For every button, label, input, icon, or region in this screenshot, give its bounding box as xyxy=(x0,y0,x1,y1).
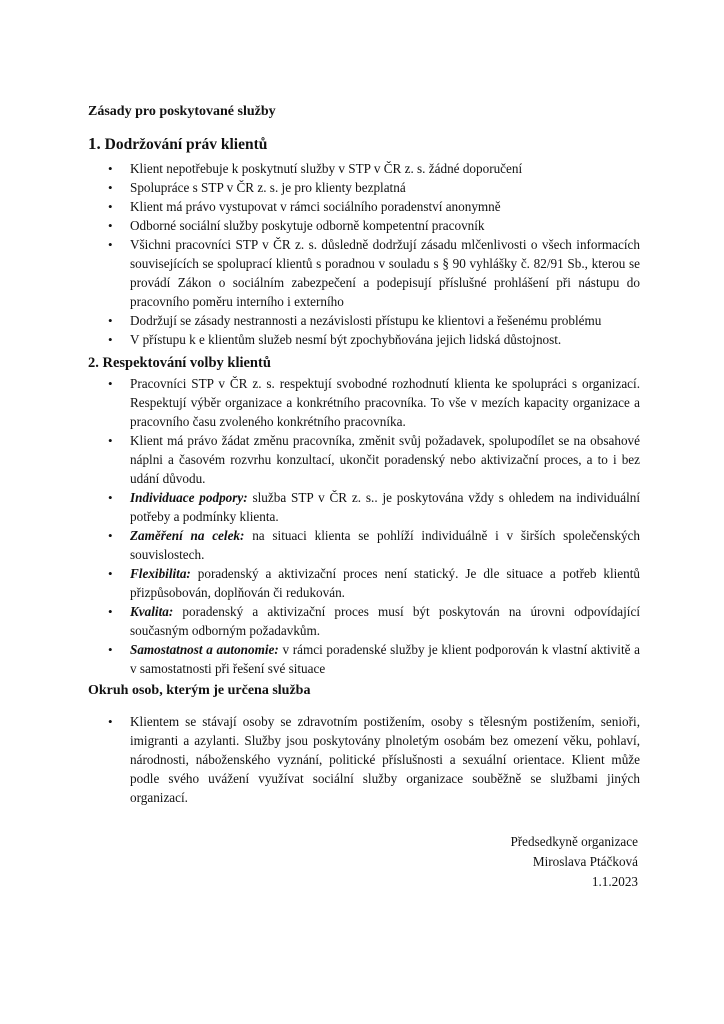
list-item-text: Dodržují se zásady nestrannosti a nezávislosti přístupu ke klientovi a řešenému problému xyxy=(130,313,602,328)
list-item-text: Spolupráce s STP v ČR z. s. je pro klienty bezplatná xyxy=(130,180,406,195)
document-title: Zásady pro poskytované služby xyxy=(88,104,276,119)
bullet-icon: • xyxy=(108,714,113,729)
list-item-text: Klient nepotřebuje k poskytnutí služby v STP v ČR z. s. žádné doporučení xyxy=(130,161,523,176)
section1-list xyxy=(88,159,640,349)
list-item xyxy=(88,197,640,216)
section2-list xyxy=(88,374,640,678)
list-item xyxy=(88,602,640,640)
list-item xyxy=(88,330,640,349)
bullet-icon: • xyxy=(108,199,113,214)
signature-date: 1.1.2023 xyxy=(591,874,638,889)
bullet-icon: • xyxy=(108,237,113,252)
list-item-text: Všichni pracovníci STP v ČR z. s. důsledně dodržují zásadu mlčenlivosti o všech informacích souvisejících se spoluprací klientů s poradnou v souladu s § 90 vyhlášky č. 82/91 Sb., kterou se provádí Zákon o sociálním zabezpečení a podepisují příslušné prohlášení při nástupu do pracovního poměru interního i externího xyxy=(130,237,640,309)
bullet-icon: • xyxy=(108,218,113,233)
list-item xyxy=(88,159,640,178)
list-item xyxy=(88,431,640,488)
list-item-text: na situaci klienta se pohlíží individuálně i v širších společenských souvislostech. xyxy=(130,528,640,562)
bullet-icon: • xyxy=(108,604,113,619)
list-item xyxy=(88,564,640,602)
section3-list xyxy=(88,712,640,807)
list-item xyxy=(88,311,640,330)
list-item xyxy=(88,712,640,807)
list-item xyxy=(88,235,640,311)
bullet-icon: • xyxy=(108,161,113,176)
signature-name: Miroslava Ptáčková xyxy=(532,854,638,869)
bullet-icon: • xyxy=(108,433,113,448)
bullet-icon: • xyxy=(108,528,113,543)
list-item xyxy=(88,374,640,431)
list-item-text: V přístupu k e klientům služeb nesmí být zpochybňována jejich lidská důstojnost. xyxy=(130,332,562,347)
section1-number: 1. xyxy=(88,134,101,153)
list-item-text: Klient má právo žádat změnu pracovníka, změnit svůj požadavek, spolupodílet se na obsahové náplni a časovém rozvrhu konzultací, ukončit poradenský nebo aktivizační proces, a to i bez udání důvodu. xyxy=(130,433,640,486)
list-item-text: poradenský a aktivizační proces není statický. Je dle situace a potřeb klientů přizpůsobován, doplňován či redukován. xyxy=(130,566,640,600)
bullet-icon: • xyxy=(108,566,113,581)
bullet-icon: • xyxy=(108,313,113,328)
list-item xyxy=(88,488,640,526)
section1-heading-text: Dodržování práv klientů xyxy=(104,136,268,153)
section3-heading: Okruh osob, kterým je určena služba xyxy=(88,683,311,698)
list-item-text: Pracovníci STP v ČR z. s. respektují svobodné rozhodnutí klienta ke spolupráci s organizací. Respektují výběr organizace a konkrétního pracovníka. To vše v mezích kapacity organizace a pracovního času zvoleného konkrétního pracovníka. xyxy=(130,376,640,429)
list-item-lead: Kvalita: xyxy=(130,604,174,619)
list-item-text: služba STP v ČR z. s.. je poskytována vždy s ohledem na individuální potřeby a podmínky klienta. xyxy=(130,490,640,524)
signature-role: Předsedkyně organizace xyxy=(510,834,638,849)
list-item-lead: Individuace podpory: xyxy=(130,490,248,505)
list-item-lead: Flexibilita: xyxy=(130,566,191,581)
list-item-text: Odborné sociální služby poskytuje odborně kompetentní pracovník xyxy=(130,218,485,233)
list-item xyxy=(88,526,640,564)
signature-block xyxy=(510,832,638,892)
list-item-lead: Samostatnost a autonomie: xyxy=(130,642,279,657)
list-item-text: Klientem se stávají osoby se zdravotním postižením, osoby s tělesným postižením, senioři, imigranti a azylanti. Služby jsou poskytovány plnoletým osobám bez omezení věku, pohlaví, národnosti, náboženského vyznání, politické příslušnosti a sexuální orientace. Klient může podle svého uvážení využívat sociální služby organizace souběžně se službami jiných organizací. xyxy=(130,714,640,805)
list-item-text: Klient má právo vystupovat v rámci sociálního poradenství anonymně xyxy=(130,199,501,214)
section2-heading: 2. Respektování volby klientů xyxy=(88,355,271,371)
list-item xyxy=(88,640,640,678)
bullet-icon: • xyxy=(108,180,113,195)
bullet-icon: • xyxy=(108,642,113,657)
list-item xyxy=(88,178,640,197)
section1-heading xyxy=(88,134,267,154)
list-item xyxy=(88,216,640,235)
bullet-icon: • xyxy=(108,332,113,347)
bullet-icon: • xyxy=(108,376,113,391)
list-item-text: v rámci poradenské služby je klient podporován k vlastní aktivitě a v samostatnosti při řešení své situace xyxy=(130,642,640,676)
list-item-text: poradenský a aktivizační proces musí být poskytován na úrovni odpovídající současným odborným požadavkům. xyxy=(130,604,640,638)
list-item-lead: Zaměření na celek: xyxy=(130,528,245,543)
bullet-icon: • xyxy=(108,490,113,505)
